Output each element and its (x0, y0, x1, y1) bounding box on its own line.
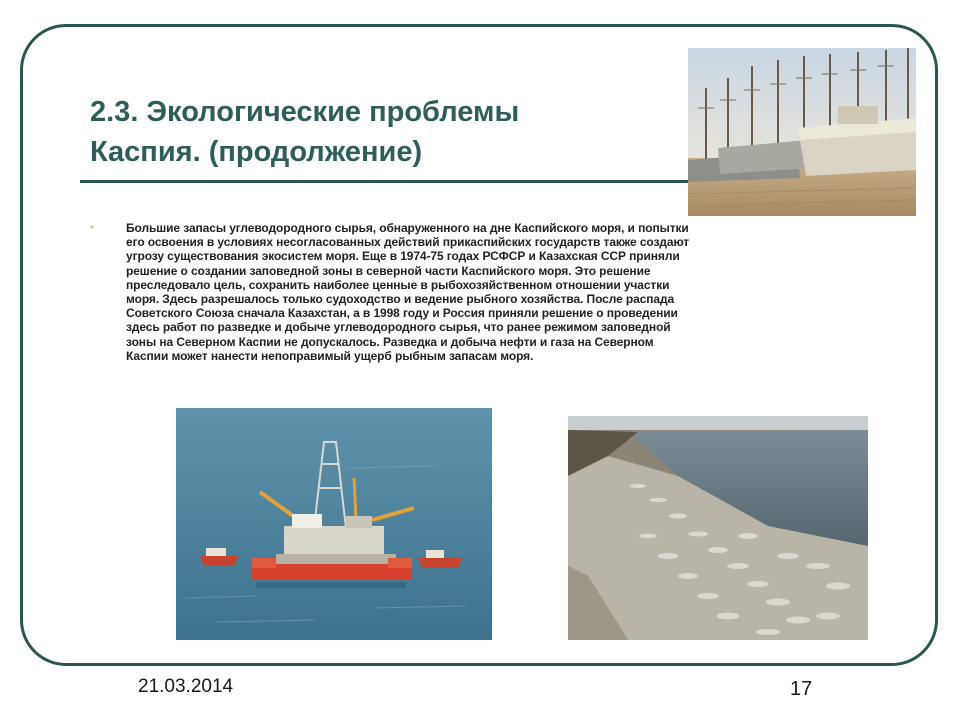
bullet-marker: • (90, 220, 95, 234)
slide-number: 17 (790, 678, 813, 700)
body-paragraph: Большие запасы углеводородного сырья, обнаруженного на дне Каспийского моря, и попытки его освоения в условиях несогласованных действий прикаспийских государств также создают угрозу существования экосистем моря. Еще в 1974-75 годах РСФСР и Казахская ССР приняли решение о создании заповедной зоны в северной части Каспийского моря. Это решение преследовало цель, сохранить наиболее ценные в рыбохозяйственном отношении участки моря. Здесь разрешалось только судоходство и ведение рыбного хозяйства. После распада Советского Союза сначала Казахстан, а в 1998 году и Россия приняли решение о проведении здесь работ по разведке и добыче углеводородного сырья, что ранее режимом заповедной зоны на Северном Каспии не допускалось. Разведка и добыча нефти и газа на Северном Каспии может нанести непоправимый ущерб рыбным запасам моря. (126, 221, 690, 363)
title-line-1: 2.3. Экологические проблемы (90, 96, 520, 128)
oil-platform-photo (176, 408, 492, 640)
slide-title (90, 92, 680, 172)
stranded-ships-photo (688, 48, 916, 216)
dead-fish-shore-photo (568, 416, 868, 640)
title-line-2: Каспия. (продолжение) (90, 136, 423, 168)
slide-date: 21.03.2014 (138, 676, 234, 697)
title-underline (80, 180, 690, 183)
